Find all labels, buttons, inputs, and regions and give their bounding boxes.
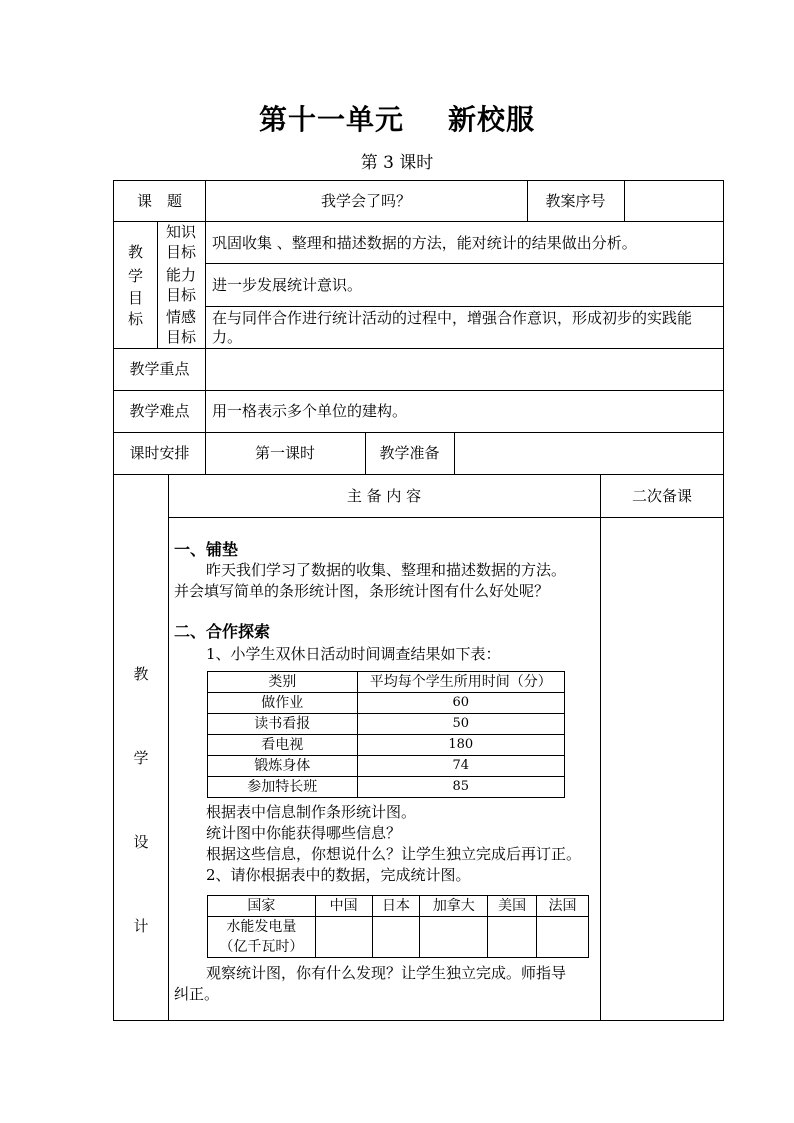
table-cell: 做作业: [208, 693, 358, 714]
followup-line: 根据表中信息制作条形统计图。: [206, 803, 417, 821]
table-cell: 74: [357, 756, 564, 777]
schedule-value: 第一课时: [254, 444, 315, 462]
table-cell: 参加特长班: [208, 777, 358, 798]
emotion-goal-label: 目标: [165, 328, 196, 346]
closing-line: 观察统计图，你有什么发现？让学生独立完成。师指导: [206, 964, 567, 982]
knowledge-goal-text: 巩固收集 、整理和描述数据的方法，能对统计的结果做出分析。: [212, 234, 637, 252]
table-row: [208, 777, 565, 798]
table-cell: 看电视: [208, 735, 358, 756]
row-label-line: 水能发电量: [226, 919, 297, 935]
ability-goal-label: 目标: [165, 286, 196, 304]
goals-group-char: 目: [127, 289, 143, 307]
topic-label: 课 题: [136, 192, 182, 210]
table-cell: [537, 917, 589, 958]
table-cell: [372, 917, 420, 958]
table-row: [208, 693, 565, 714]
emotion-goal-text: 在与同伴合作进行统计活动的过程中，增强合作意识，形成初步的实践能: [212, 309, 693, 327]
table-header-cell: 美国: [488, 896, 537, 917]
teaching-difficulty-text: 用一格表示多个单位的建构。: [212, 402, 408, 420]
unit-title: 第十一单元: [258, 103, 404, 136]
table-header-cell: 中国: [315, 896, 372, 917]
ability-goal-text: 进一步发展统计意识。: [212, 276, 363, 294]
goals-group-char: 标: [127, 310, 143, 328]
secondary-prep-header: 二次备课: [631, 487, 692, 505]
knowledge-goal-label: 知识: [165, 223, 196, 241]
schedule-label: 课时安排: [129, 444, 190, 462]
table-cell: 85: [357, 777, 564, 798]
lesson-plan-table: [113, 180, 724, 1021]
table-row: [208, 735, 565, 756]
preparation-label: 教学准备: [379, 444, 440, 462]
lesson-title: 新校服: [448, 103, 536, 136]
followup-line: 统计图中你能获得哪些信息？: [206, 824, 402, 842]
table-row: [208, 756, 565, 777]
table-header-cell: 平均每个学生所用时间（分）: [357, 672, 564, 693]
table-header-cell: 国家: [208, 896, 316, 917]
followup-line: 根据这些信息，你想说什么？让学生独立完成后再订正。: [206, 845, 582, 863]
table-cell: 180: [357, 735, 564, 756]
table-cell: [315, 917, 372, 958]
emotion-goal-text: 力。: [212, 328, 243, 346]
table-header-cell: 法国: [537, 896, 589, 917]
teaching-difficulty-label: 教学难点: [129, 402, 190, 420]
table-header-cell: 日本: [372, 896, 420, 917]
design-side-char: 设: [133, 833, 149, 851]
warmup-line: 昨天我们学习了数据的收集、整理和描述数据的方法。: [206, 561, 567, 579]
table-cell: 读书看报: [208, 714, 358, 735]
table-header-cell: 类别: [208, 672, 358, 693]
table-row: [208, 917, 589, 958]
hydropower-table: [207, 895, 589, 958]
goals-group-char: 学: [127, 267, 143, 285]
task-1-text: 1、小学生双休日活动时间调查结果如下表：: [206, 645, 501, 663]
table-header-row: [208, 672, 565, 693]
goals-group-char: 教: [127, 243, 143, 261]
section-warmup-title: 一、铺垫: [174, 540, 239, 559]
design-side-char: 教: [133, 665, 149, 683]
section-explore-title: 二、合作探索: [174, 622, 271, 641]
topic-value: 我学会了吗？: [320, 192, 411, 210]
warmup-line: 并会填写简单的条形统计图，条形统计图有什么好处呢？: [174, 582, 550, 600]
lesson-period: 第 3 课时: [360, 153, 434, 173]
table-row-label: [208, 917, 316, 958]
emotion-goal-label: 情感: [165, 308, 196, 326]
ability-goal-label: 能力: [165, 266, 196, 284]
table-header-cell: 加拿大: [420, 896, 488, 917]
main-content-header: 主 备 内 容: [346, 487, 422, 505]
closing-line: 纠正。: [174, 985, 220, 1003]
table-cell: 50: [357, 714, 564, 735]
row-label-line: （亿千瓦时）: [219, 939, 304, 955]
knowledge-goal-label: 目标: [165, 243, 196, 261]
task-2-text: 2、请你根据表中的数据，完成统计图。: [206, 866, 471, 884]
design-side-char: 学: [133, 749, 149, 767]
table-header-row: [208, 896, 589, 917]
page-title: [0, 98, 794, 138]
activity-time-table: [207, 671, 565, 798]
table-cell: 60: [357, 693, 564, 714]
table-cell: 锻炼身体: [208, 756, 358, 777]
table-cell: [420, 917, 488, 958]
plan-number-label: 教案序号: [545, 192, 606, 210]
teaching-focus-label: 教学重点: [129, 360, 190, 378]
table-row: [208, 714, 565, 735]
table-cell: [488, 917, 537, 958]
design-side-char: 计: [133, 917, 149, 935]
